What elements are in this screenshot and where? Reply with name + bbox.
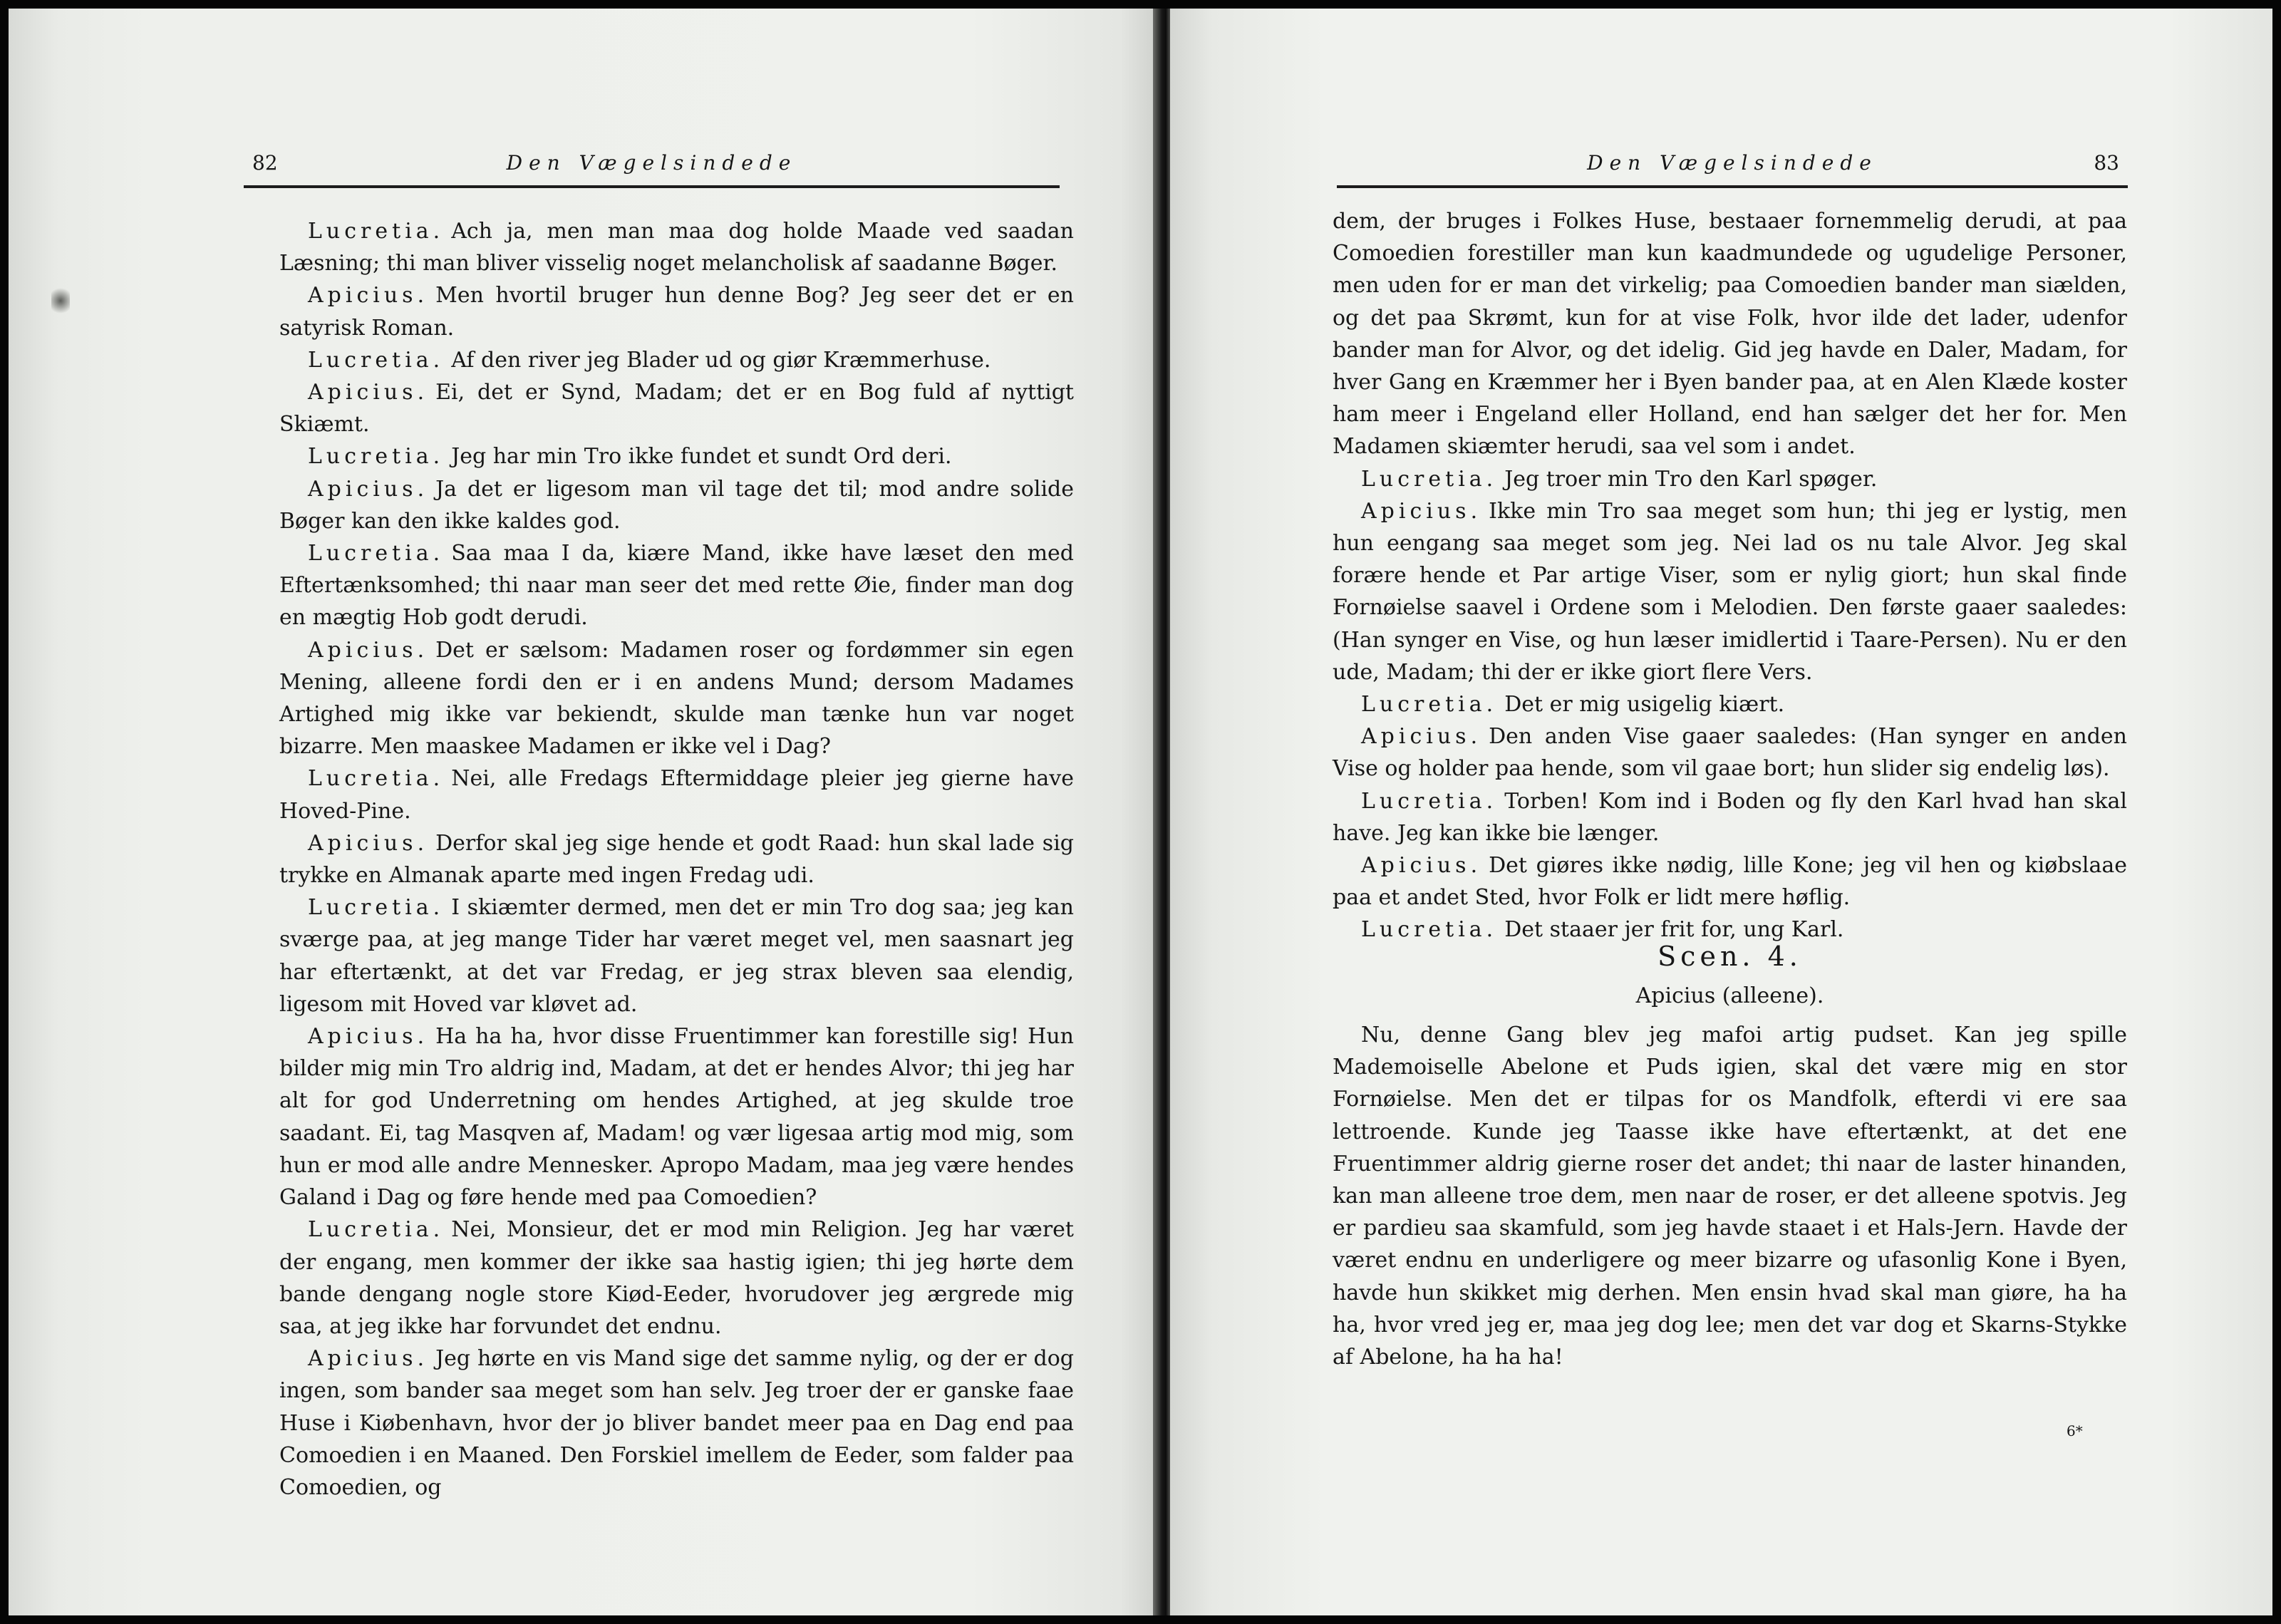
dialogue-line [1333, 688, 2127, 720]
speaker-name: Lucretia. [308, 1217, 445, 1243]
running-title: Den Vægelsindede [506, 151, 797, 175]
dialogue-line [279, 344, 1074, 376]
dialogue-text: Jeg har min Tro ikke fundet et sundt Ord deri. [451, 444, 952, 470]
dialogue-line [279, 1214, 1074, 1343]
right-page [1170, 9, 2272, 1615]
dialogue-line [279, 1020, 1074, 1214]
dialogue-text: Det er sælsom: Madamen roser og fordømmer sin egen Mening, alleene fordi den er i en andens Mund; dersom Madames Artighed mig ikke var bekiendt, skulde man tænke hun var noget bizarre. Men maaskee Madamen er ikke vel i Dag? [279, 637, 1074, 760]
dialogue-text: Ei, det er Synd, Madam; det er en Bog fuld af nyttigt Skiæmt. [279, 380, 1074, 438]
continuation-paragraph: dem, der bruges i Folkes Huse, bestaaer fornemmelig derudi, at paa Comoedien forestiller man kun kaadmundede og ugudelige Personer, men uden for er man det virkelig; paa Comoedien bander man siælden, og det paa Skrømt, kun for at vise Folk, hvor ilde det lader, udenfor bander man for Alvor, og det idelig. Gid jeg havde en Daler, Madam, for hver Gang en Kræmmer her i Byen bander paa, at en Alen Klæde koster ham meer i Engeland eller Holland, end han sælger det her for. Men Madamen skiæmter herudi, saa vel som i andet. [1333, 209, 2127, 460]
dialogue-text: Ha ha ha, hvor disse Fruentimmer kan forestille sig! Hun bilder mig min Tro aldrig ind, Madam, at det er hendes Alvor; thi jeg har alt for god Underretning om hendes Artighed, at jeg skulde troe saadant. Ei, tag Masqven af, Madam! og vær ligesaa artig mod mig, som hun er mod alle andre Mennesker. Apropo Madam, maa jeg være hendes Galand i Dag og føre hende med paa Comoedien? [279, 1024, 1074, 1211]
speaker-name: Lucretia. [308, 541, 445, 567]
dialogue-line [1333, 849, 2127, 914]
dialogue-text: Nei, Monsieur, det er mod min Religion. Jeg har været der engang, men kommer der ikke saa hastig igien; thi jeg hørte dem bande dengang nogle store Kiød-Eeder, hvorudover jeg ærgrede mig saa, at jeg ikke har forvundet det endnu. [279, 1217, 1074, 1339]
left-page [9, 9, 1157, 1615]
speaker-name: Apicius. [1361, 853, 1482, 879]
dialogue-text: Derfor skal jeg sige hende et godt Raad: hun skal lade sig trykke en Almanak aparte med ingen Fredag udi. [279, 830, 1074, 889]
speaker-name: Apicius. [308, 476, 429, 502]
page-number: 83 [2094, 151, 2119, 175]
dialogue-line [279, 634, 1074, 763]
right-page-header [1337, 148, 2128, 188]
dialogue-text: Ikke min Tro saa meget som hun; thi jeg er lystig, men hun eengang saa meget som jeg. Nei lad os nu tale Alvor. Jeg skal forære hende et Par artige Viser, som er nylig giort; hun skal finde Fornøielse saavel i Ordene som i Melodien. Den første gaaer saaledes: (Han synger en Vise, og hun læser imidlertid i Taare-Persen). Nu er den ude, Madam; thi der er ikke giort flere Vers. [1333, 498, 2127, 685]
dialogue-text: Ach ja, men man maa dog holde Maade ved saadan Læsning; thi man bliver visselig noget melancholisk af saadanne Bøger. [279, 219, 1074, 276]
dialogue-text: Torben! Kom ind i Boden og fly den Karl hvad han skal have. Jeg kan ikke bie længer. [1333, 788, 2127, 846]
dialogue-text: Men hvortil bruger hun denne Bog? Jeg seer det er en satyrisk Roman. [279, 283, 1074, 341]
speaker-name: Apicius. [308, 1346, 429, 1372]
scene-subheading: Apicius (alleene). [1635, 983, 1824, 1008]
dialogue-line [1333, 495, 2127, 688]
dialogue-text: I skiæmter dermed, men det er min Tro dog saa; jeg kan sværge paa, at jeg mange Tider har været meget vel, men saasnart jeg har eftertænkt, at det var Fredag, er jeg strax bleven saa elendig, ligesom mit Hoved var kløvet ad. [279, 895, 1074, 1017]
dialogue-line [279, 473, 1074, 537]
dialogue-line [279, 827, 1074, 891]
dialogue-text: Ja det er ligesom man vil tage det til; mod andre solide Bøger kan den ikke kaldes god. [279, 476, 1074, 534]
dialogue-text: Jeg hørte en vis Mand sige det samme nylig, og der er dog ingen, som bander saa meget som han selv. Jeg troer der er ganske faae Huse i Kiøbenhavn, hvor der jo bliver bandet meer paa en Dag end paa Comoedien i en Maaned. Den Forskiel imellem de Eeder, som falder paa Comoedien, og [279, 1346, 1074, 1500]
dialogue-text: Det giøres ikke nødig, lille Kone; jeg vil hen og kiøbslaae paa et andet Sted, hvor Folk er lidt mere høflig. [1333, 853, 2127, 911]
speaker-name: Lucretia. [1361, 917, 1498, 943]
speaker-name: Apicius. [1361, 498, 1482, 524]
speaker-name: Lucretia. [1361, 466, 1498, 492]
speaker-name: Apicius. [308, 637, 429, 663]
speaker-name: Lucretia. [308, 766, 445, 792]
dialogue-text: Af den river jeg Blader ud og giør Kræmmerhuse. [451, 347, 991, 373]
speaker-name: Apicius. [1361, 724, 1482, 750]
dialogue-line [279, 376, 1074, 440]
speaker-name: Lucretia. [308, 444, 445, 470]
dialogue-line [279, 762, 1074, 827]
page-smudge [51, 286, 70, 315]
speaker-name: Lucretia. [308, 219, 445, 244]
scene-heading: Scen. 4. [1657, 941, 1802, 972]
speaker-name: Lucretia. [1361, 788, 1498, 814]
speaker-name: Lucretia. [308, 895, 445, 921]
dialogue-text: Det staaer jer frit for, ung Karl. [1504, 917, 1844, 943]
dialogue-line [279, 1343, 1074, 1504]
dialogue-line [1333, 785, 2127, 849]
speaker-name: Apicius. [308, 380, 429, 405]
speaker-name: Apicius. [308, 283, 429, 309]
left-page-text [279, 215, 1074, 1504]
dialogue-text: Saa maa I da, kiære Mand, ikke have læset den med Eftertænksomhed; thi naar man seer det med rette Øie, finder man dog en mægtig Hob godt derudi. [279, 541, 1074, 631]
dialogue-line [279, 279, 1074, 343]
dialogue-text: Det er mig usigelig kiært. [1504, 692, 1785, 718]
speaker-name: Lucretia. [308, 347, 445, 373]
dialogue-text: Den anden Vise gaaer saaledes: (Han synger en anden Vise og holder paa hende, som vil gaae bort; hun slider sig endelig løs). [1333, 724, 2127, 782]
dialogue-line [279, 440, 1074, 472]
running-title: Den Vægelsindede [1587, 151, 1878, 175]
dialogue-line [279, 537, 1074, 634]
dialogue-text: Nei, alle Fredags Eftermiddage pleier jeg gierne have Hoved-Pine. [279, 766, 1074, 824]
left-page-header [244, 148, 1060, 188]
speaker-name: Lucretia. [1361, 692, 1498, 718]
dialogue-line [279, 891, 1074, 1020]
scene-monologue [1333, 1019, 2127, 1373]
right-page-text [1333, 205, 2127, 946]
signature-mark: 6* [2067, 1422, 2083, 1439]
speaker-name: Apicius. [308, 830, 429, 856]
dialogue-text: Jeg troer min Tro den Karl spøger. [1504, 466, 1878, 492]
speaker-name: Apicius. [308, 1024, 429, 1050]
dialogue-line [1333, 463, 2127, 495]
dialogue-line [279, 215, 1074, 279]
dialogue-line [1333, 720, 2127, 785]
page-number: 82 [252, 151, 278, 175]
monologue-paragraph: Nu, denne Gang blev jeg mafoi artig pudset. Kan jeg spille Mademoiselle Abelone et Puds igien, skal det være mig en stor Fornøielse. Men det er tilpas for os Mandfolk, efterdi vi ere saa lettroende. Kunde jeg Taasse ikke have eftertænkt, at det ene Fruentimmer aldrig gierne roser det andet; thi naar de laster hinanden, kan man alleene troe dem, men naar de roser, er det alleene spotvis. Jeg er pardieu saa skamfuld, som jeg havde staaet i et Hals-Jern. Havde der været endnu en underligere og meer bizarre og ufasonlig Kone i Byen, havde hun skikket mig derhen. Men ensin hvad skal man giøre, ha ha ha, hvor vred jeg er, maa jeg dog lee; men det var dog et Skarns-Stykke af Abelone, ha ha ha! [1333, 1023, 2127, 1370]
